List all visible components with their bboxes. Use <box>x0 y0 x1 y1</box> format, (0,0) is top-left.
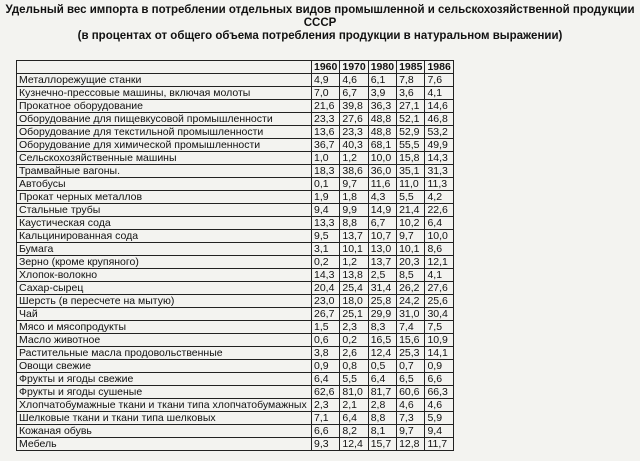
value-cell: 20,3 <box>397 256 425 269</box>
value-cell: 0,1 <box>312 178 340 191</box>
value-cell: 6,1 <box>368 74 396 87</box>
value-cell: 55,5 <box>397 139 425 152</box>
value-cell: 8,6 <box>425 243 453 256</box>
value-cell: 4,9 <box>312 74 340 87</box>
table-row <box>17 308 454 321</box>
value-cell: 8,3 <box>368 321 396 334</box>
value-cell: 22,6 <box>425 204 453 217</box>
value-cell: 52,9 <box>397 126 425 139</box>
value-cell: 7,1 <box>312 412 340 425</box>
value-cell: 35,1 <box>397 165 425 178</box>
value-cell: 0,6 <box>312 334 340 347</box>
value-cell: 9,4 <box>425 425 453 438</box>
value-cell: 2,3 <box>312 399 340 412</box>
value-cell: 6,7 <box>368 217 396 230</box>
value-cell: 31,4 <box>368 282 396 295</box>
value-cell: 0,7 <box>397 360 425 373</box>
value-cell: 13,6 <box>312 126 340 139</box>
value-cell: 6,5 <box>397 373 425 386</box>
value-cell: 0,2 <box>340 334 368 347</box>
value-cell: 27,6 <box>425 282 453 295</box>
value-cell: 4,1 <box>425 87 453 100</box>
value-cell: 26,7 <box>312 308 340 321</box>
row-label: Кузнечно-прессовые машины, включая молоты <box>17 87 312 100</box>
header-cell-name <box>17 61 312 74</box>
value-cell: 10,7 <box>368 230 396 243</box>
value-cell: 1,2 <box>340 152 368 165</box>
value-cell: 18,0 <box>340 295 368 308</box>
table-row <box>17 100 454 113</box>
row-label: Трамвайные вагоны. <box>17 165 312 178</box>
value-cell: 6,4 <box>368 373 396 386</box>
table-row <box>17 360 454 373</box>
value-cell: 11,3 <box>425 178 453 191</box>
table-row <box>17 126 454 139</box>
table-row <box>17 425 454 438</box>
value-cell: 8,8 <box>368 412 396 425</box>
row-label: Бумага <box>17 243 312 256</box>
value-cell: 7,4 <box>397 321 425 334</box>
value-cell: 7,6 <box>425 74 453 87</box>
row-label: Овощи свежие <box>17 360 312 373</box>
row-label: Хлопчатобумажные ткани и ткани типа хлопчатобумажных <box>17 399 312 412</box>
value-cell: 9,9 <box>340 204 368 217</box>
value-cell: 21,4 <box>397 204 425 217</box>
header-cell-1960: 1960 <box>312 61 340 74</box>
value-cell: 23,0 <box>312 295 340 308</box>
value-cell: 9,4 <box>312 204 340 217</box>
value-cell: 14,9 <box>368 204 396 217</box>
row-label: Оборудование для пищевкусовой промышленности <box>17 113 312 126</box>
value-cell: 5,5 <box>397 191 425 204</box>
table-row <box>17 282 454 295</box>
table-row <box>17 399 454 412</box>
value-cell: 12,1 <box>425 256 453 269</box>
table-row <box>17 256 454 269</box>
value-cell: 38,6 <box>340 165 368 178</box>
title-line-3: (в процентах от общего объема потребления продукции в натуральном выражении) <box>77 30 563 42</box>
value-cell: 2,3 <box>340 321 368 334</box>
table-body <box>17 74 454 451</box>
value-cell: 8,1 <box>368 425 396 438</box>
table-row <box>17 321 454 334</box>
table-row <box>17 386 454 399</box>
table-row <box>17 165 454 178</box>
row-label: Кожаная обувь <box>17 425 312 438</box>
value-cell: 48,8 <box>368 126 396 139</box>
row-label: Прокатное оборудование <box>17 100 312 113</box>
table-row <box>17 373 454 386</box>
header-cell-1980: 1980 <box>368 61 396 74</box>
value-cell: 15,6 <box>397 334 425 347</box>
value-cell: 10,0 <box>368 152 396 165</box>
value-cell: 10,9 <box>425 334 453 347</box>
title-line-1: Удельный вес импорта в потреблении отдельных видов промышленной и сельскохозяйственной продукции <box>5 4 635 16</box>
value-cell: 11,6 <box>368 178 396 191</box>
value-cell: 4,1 <box>425 269 453 282</box>
value-cell: 1,5 <box>312 321 340 334</box>
row-label: Стальные трубы <box>17 204 312 217</box>
row-label: Оборудование для химической промышленности <box>17 139 312 152</box>
value-cell: 7,8 <box>397 74 425 87</box>
value-cell: 66,3 <box>425 386 453 399</box>
value-cell: 8,8 <box>340 217 368 230</box>
row-label: Шелковые ткани и ткани типа шелковых <box>17 412 312 425</box>
value-cell: 26,2 <box>397 282 425 295</box>
value-cell: 52,1 <box>397 113 425 126</box>
row-label: Растительные масла продовольственные <box>17 347 312 360</box>
value-cell: 18,3 <box>312 165 340 178</box>
value-cell: 6,6 <box>312 425 340 438</box>
value-cell: 0,5 <box>368 360 396 373</box>
value-cell: 7,3 <box>397 412 425 425</box>
value-cell: 27,1 <box>397 100 425 113</box>
value-cell: 25,4 <box>340 282 368 295</box>
value-cell: 6,6 <box>425 373 453 386</box>
value-cell: 53,2 <box>425 126 453 139</box>
row-label: Фрукты и ягоды свежие <box>17 373 312 386</box>
value-cell: 0,2 <box>312 256 340 269</box>
table-row <box>17 243 454 256</box>
value-cell: 6,4 <box>312 373 340 386</box>
value-cell: 5,5 <box>340 373 368 386</box>
value-cell: 2,5 <box>368 269 396 282</box>
value-cell: 4,6 <box>397 399 425 412</box>
row-label: Каустическая сода <box>17 217 312 230</box>
value-cell: 3,8 <box>312 347 340 360</box>
value-cell: 8,2 <box>340 425 368 438</box>
value-cell: 1,0 <box>312 152 340 165</box>
value-cell: 10,1 <box>340 243 368 256</box>
value-cell: 39,8 <box>340 100 368 113</box>
value-cell: 23,3 <box>340 126 368 139</box>
value-cell: 1,8 <box>340 191 368 204</box>
header-cell-1970: 1970 <box>340 61 368 74</box>
table-row <box>17 139 454 152</box>
value-cell: 9,7 <box>340 178 368 191</box>
row-label: Зерно (кроме крупяного) <box>17 256 312 269</box>
table-row <box>17 230 454 243</box>
value-cell: 8,5 <box>397 269 425 282</box>
row-label: Сахар-сырец <box>17 282 312 295</box>
value-cell: 14,6 <box>425 100 453 113</box>
value-cell: 30,4 <box>425 308 453 321</box>
row-label: Сельскохозяйственные машины <box>17 152 312 165</box>
value-cell: 31,3 <box>425 165 453 178</box>
value-cell: 11,0 <box>397 178 425 191</box>
table-row <box>17 217 454 230</box>
value-cell: 7,0 <box>312 87 340 100</box>
table-row <box>17 438 454 451</box>
value-cell: 14,3 <box>312 269 340 282</box>
value-cell: 48,8 <box>368 113 396 126</box>
value-cell: 60,6 <box>397 386 425 399</box>
row-label: Фрукты и ягоды сушеные <box>17 386 312 399</box>
document-title <box>0 0 640 43</box>
value-cell: 24,2 <box>397 295 425 308</box>
row-label: Прокат черных металлов <box>17 191 312 204</box>
value-cell: 10,1 <box>397 243 425 256</box>
header-cell-1986: 1986 <box>425 61 453 74</box>
table-row <box>17 347 454 360</box>
value-cell: 2,8 <box>368 399 396 412</box>
value-cell: 5,9 <box>425 412 453 425</box>
value-cell: 21,6 <box>312 100 340 113</box>
value-cell: 25,1 <box>340 308 368 321</box>
row-label: Металлорежущие станки <box>17 74 312 87</box>
value-cell: 36,3 <box>368 100 396 113</box>
value-cell: 81,7 <box>368 386 396 399</box>
value-cell: 12,8 <box>397 438 425 451</box>
value-cell: 31,0 <box>397 308 425 321</box>
table-row <box>17 412 454 425</box>
value-cell: 2,1 <box>340 399 368 412</box>
header-cell-1985: 1985 <box>397 61 425 74</box>
row-label: Кальцинированная сода <box>17 230 312 243</box>
value-cell: 9,3 <box>312 438 340 451</box>
value-cell: 7,5 <box>425 321 453 334</box>
value-cell: 9,5 <box>312 230 340 243</box>
value-cell: 68,1 <box>368 139 396 152</box>
table-row <box>17 178 454 191</box>
value-cell: 6,4 <box>425 217 453 230</box>
value-cell: 14,3 <box>425 152 453 165</box>
value-cell: 9,7 <box>397 425 425 438</box>
value-cell: 13,7 <box>368 256 396 269</box>
value-cell: 62,6 <box>312 386 340 399</box>
value-cell: 13,7 <box>340 230 368 243</box>
value-cell: 4,6 <box>340 74 368 87</box>
table-row <box>17 269 454 282</box>
value-cell: 4,2 <box>425 191 453 204</box>
row-label: Оборудование для текстильной промышленности <box>17 126 312 139</box>
row-label: Масло животное <box>17 334 312 347</box>
value-cell: 14,1 <box>425 347 453 360</box>
value-cell: 25,8 <box>368 295 396 308</box>
value-cell: 2,6 <box>340 347 368 360</box>
value-cell: 0,9 <box>425 360 453 373</box>
value-cell: 27,6 <box>340 113 368 126</box>
table-row <box>17 152 454 165</box>
value-cell: 10,0 <box>425 230 453 243</box>
value-cell: 13,3 <box>312 217 340 230</box>
value-cell: 6,4 <box>340 412 368 425</box>
value-cell: 9,7 <box>397 230 425 243</box>
value-cell: 1,2 <box>340 256 368 269</box>
value-cell: 3,9 <box>368 87 396 100</box>
table-header-row <box>17 61 454 74</box>
row-label: Чай <box>17 308 312 321</box>
table-row <box>17 191 454 204</box>
table-row <box>17 87 454 100</box>
value-cell: 40,3 <box>340 139 368 152</box>
value-cell: 4,3 <box>368 191 396 204</box>
value-cell: 12,4 <box>368 347 396 360</box>
value-cell: 12,4 <box>340 438 368 451</box>
value-cell: 25,6 <box>425 295 453 308</box>
value-cell: 3,1 <box>312 243 340 256</box>
value-cell: 15,8 <box>397 152 425 165</box>
value-cell: 3,6 <box>397 87 425 100</box>
table-row <box>17 334 454 347</box>
value-cell: 6,7 <box>340 87 368 100</box>
row-label: Хлопок-волокно <box>17 269 312 282</box>
table-row <box>17 295 454 308</box>
value-cell: 20,4 <box>312 282 340 295</box>
value-cell: 81,0 <box>340 386 368 399</box>
value-cell: 4,6 <box>425 399 453 412</box>
value-cell: 16,5 <box>368 334 396 347</box>
value-cell: 13,8 <box>340 269 368 282</box>
value-cell: 36,0 <box>368 165 396 178</box>
value-cell: 23,3 <box>312 113 340 126</box>
value-cell: 36,7 <box>312 139 340 152</box>
value-cell: 10,2 <box>397 217 425 230</box>
table-row <box>17 113 454 126</box>
table-row <box>17 204 454 217</box>
value-cell: 0,8 <box>340 360 368 373</box>
value-cell: 0,9 <box>312 360 340 373</box>
value-cell: 13,0 <box>368 243 396 256</box>
row-label: Автобусы <box>17 178 312 191</box>
value-cell: 29,9 <box>368 308 396 321</box>
value-cell: 46,8 <box>425 113 453 126</box>
value-cell: 49,9 <box>425 139 453 152</box>
row-label: Мясо и мясопродукты <box>17 321 312 334</box>
table-row <box>17 74 454 87</box>
value-cell: 25,3 <box>397 347 425 360</box>
value-cell: 11,7 <box>425 438 453 451</box>
value-cell: 15,7 <box>368 438 396 451</box>
import-share-table <box>16 60 454 451</box>
title-line-2: СССР <box>303 17 337 29</box>
value-cell: 1,9 <box>312 191 340 204</box>
row-label: Мебель <box>17 438 312 451</box>
row-label: Шерсть (в пересчете на мытую) <box>17 295 312 308</box>
